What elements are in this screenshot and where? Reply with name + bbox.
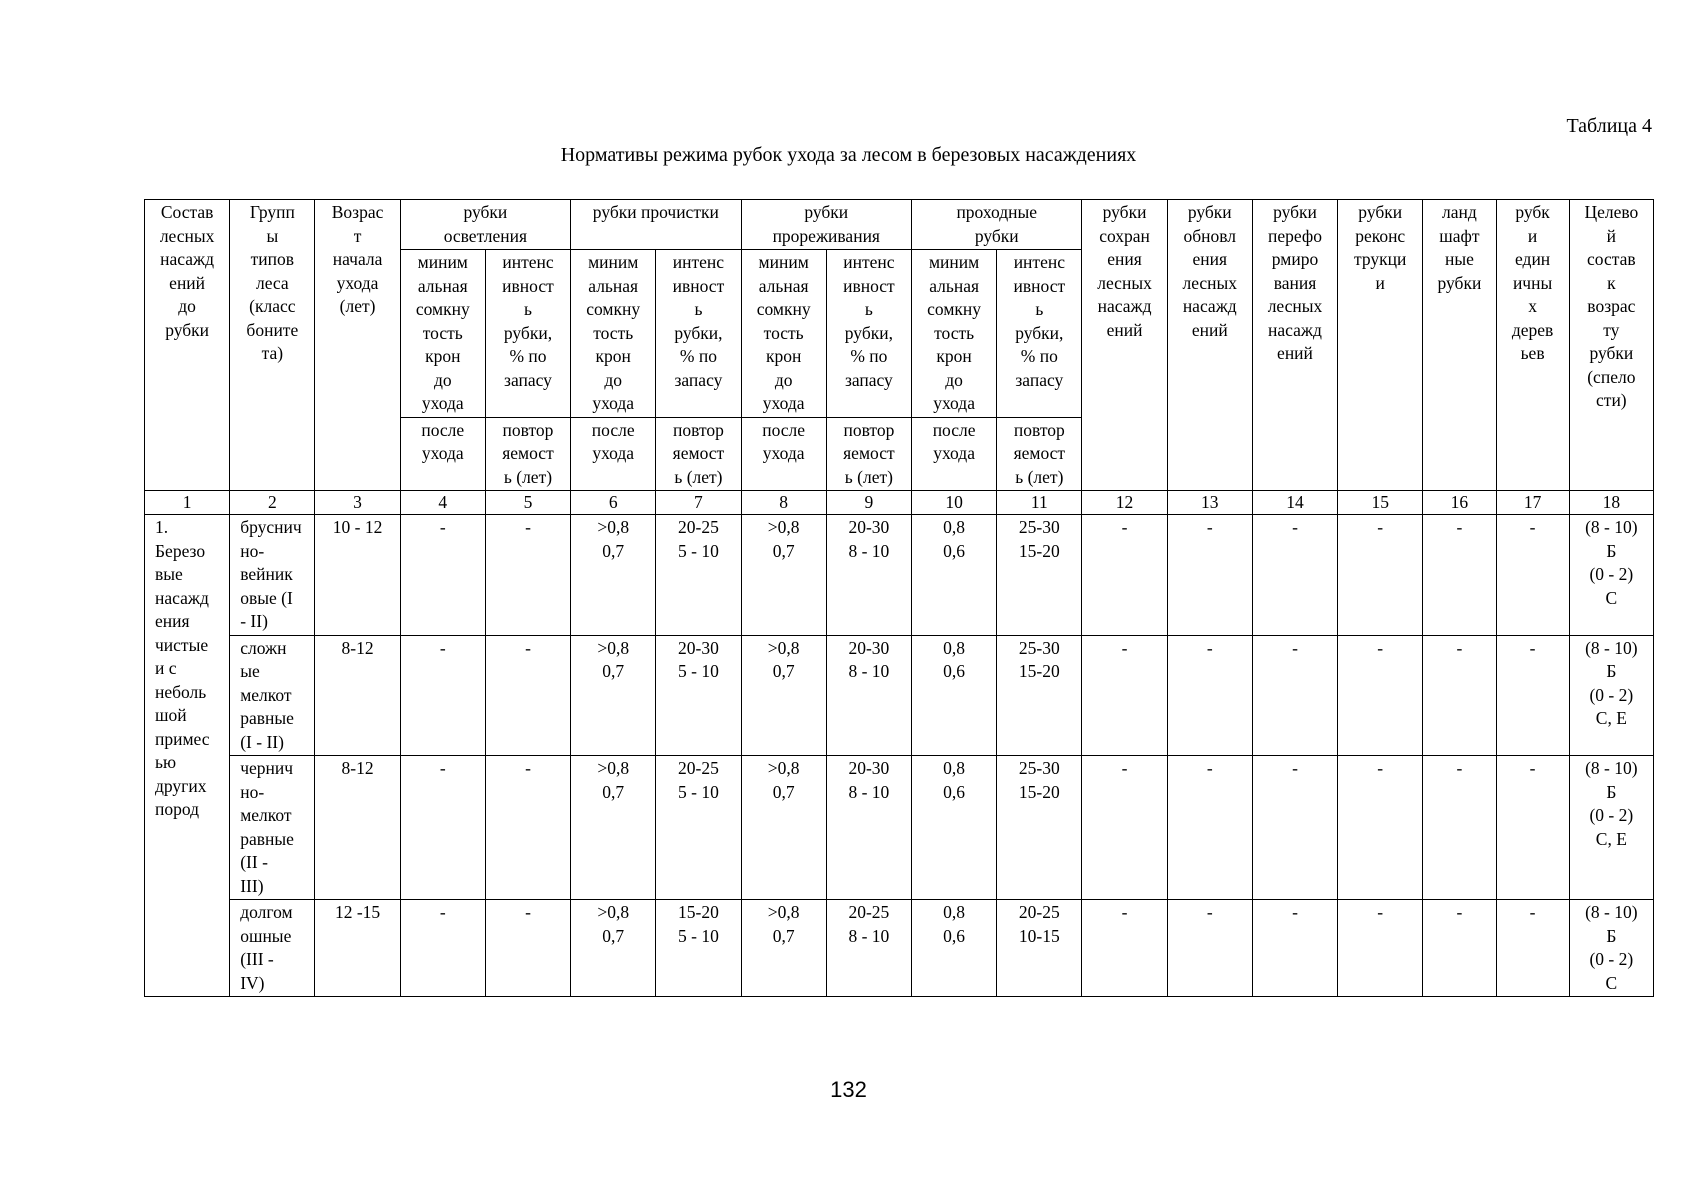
header-landscape-cutting: ланд шафт ные рубки xyxy=(1423,200,1496,491)
value-cell: 25-30 15-20 xyxy=(997,635,1082,756)
header-intensity: интенс ивност ь рубки, % по запасу xyxy=(485,250,570,418)
value-cell: - xyxy=(1082,635,1167,756)
column-number: 17 xyxy=(1496,491,1569,515)
value-cell: - xyxy=(1338,756,1423,900)
header-min-density: миним альная сомкну тость крон до ухода xyxy=(400,250,485,418)
value-cell: - xyxy=(1252,635,1337,756)
value-cell: - xyxy=(1496,900,1569,997)
start-age-cell: 8-12 xyxy=(315,756,400,900)
header-after-cutting: после ухода xyxy=(912,417,997,491)
header-start-age: Возрас т начала ухода (лет) xyxy=(315,200,400,491)
column-number: 7 xyxy=(656,491,741,515)
value-cell: 20-30 8 - 10 xyxy=(826,635,911,756)
composition-cell: 1. Березо вые насажд ения чистые и с неболь шой примес ью других пород xyxy=(145,515,230,997)
value-cell: 15-20 5 - 10 xyxy=(656,900,741,997)
value-cell: - xyxy=(1423,756,1496,900)
value-cell: 20-25 8 - 10 xyxy=(826,900,911,997)
value-cell: - xyxy=(1252,515,1337,636)
column-number: 13 xyxy=(1167,491,1252,515)
header-intensity: интенс ивност ь рубки, % по запасу xyxy=(826,250,911,418)
start-age-cell: 12 -15 xyxy=(315,900,400,997)
value-cell: 20-25 10-15 xyxy=(997,900,1082,997)
value-cell: - xyxy=(400,635,485,756)
header-reconstruction-cutting: рубки реконс трукци и xyxy=(1338,200,1423,491)
value-cell: - xyxy=(1167,900,1252,997)
value-cell: >0,8 0,7 xyxy=(571,756,656,900)
value-cell: - xyxy=(1496,756,1569,900)
column-number: 6 xyxy=(571,491,656,515)
table-row xyxy=(145,900,1654,997)
start-age-cell: 8-12 xyxy=(315,635,400,756)
value-cell: - xyxy=(1082,900,1167,997)
column-number: 2 xyxy=(230,491,315,515)
value-cell: - xyxy=(485,635,570,756)
value-cell: - xyxy=(400,515,485,636)
document-title: Нормативы режима рубок ухода за лесом в березовых насаждениях xyxy=(560,144,1137,166)
value-cell: - xyxy=(1338,515,1423,636)
column-number: 15 xyxy=(1338,491,1423,515)
value-cell: - xyxy=(485,756,570,900)
header-thinning: рубки прореживания xyxy=(741,200,911,250)
target-composition-cell: (8 - 10) Б (0 - 2) С, Е xyxy=(1569,756,1653,900)
target-composition-cell: (8 - 10) Б (0 - 2) С xyxy=(1569,515,1653,636)
value-cell: >0,8 0,7 xyxy=(741,515,826,636)
value-cell: 20-30 8 - 10 xyxy=(826,515,911,636)
header-min-density: миним альная сомкну тость крон до ухода xyxy=(912,250,997,418)
column-number: 1 xyxy=(145,491,230,515)
value-cell: >0,8 0,7 xyxy=(571,515,656,636)
value-cell: - xyxy=(1252,900,1337,997)
value-cell: - xyxy=(1496,635,1569,756)
column-number: 8 xyxy=(741,491,826,515)
value-cell: 0,8 0,6 xyxy=(912,756,997,900)
column-number: 9 xyxy=(826,491,911,515)
value-cell: - xyxy=(1082,756,1167,900)
norms-table xyxy=(144,199,1654,997)
header-renewal-cutting: рубки обновл ения лесных насажд ений xyxy=(1167,200,1252,491)
value-cell: - xyxy=(1423,635,1496,756)
header-min-density: миним альная сомкну тость крон до ухода xyxy=(741,250,826,418)
value-cell: - xyxy=(485,515,570,636)
value-cell: - xyxy=(1082,515,1167,636)
value-cell: - xyxy=(1167,635,1252,756)
value-cell: 25-30 15-20 xyxy=(997,515,1082,636)
header-after-cutting: после ухода xyxy=(571,417,656,491)
header-reformation-cutting: рубки перефо рмиро вания лесных насажд ений xyxy=(1252,200,1337,491)
value-cell: 20-30 5 - 10 xyxy=(656,635,741,756)
header-intensity: интенс ивност ь рубки, % по запасу xyxy=(997,250,1082,418)
header-cleaning-cutting: рубки прочистки xyxy=(571,200,741,250)
value-cell: 25-30 15-20 xyxy=(997,756,1082,900)
value-cell: 20-25 5 - 10 xyxy=(656,756,741,900)
column-number: 10 xyxy=(912,491,997,515)
column-number: 5 xyxy=(485,491,570,515)
header-min-density: миним альная сомкну тость крон до ухода xyxy=(571,250,656,418)
header-single-tree-cutting: рубк и един ичны х дерев ьев xyxy=(1496,200,1569,491)
value-cell: - xyxy=(485,900,570,997)
value-cell: >0,8 0,7 xyxy=(741,756,826,900)
value-cell: - xyxy=(1167,756,1252,900)
header-repeat-interval: повтор яемост ь (лет) xyxy=(826,417,911,491)
header-target-composition: Целево й состав к возрас ту рубки (спело сти) xyxy=(1569,200,1653,491)
start-age-cell: 10 - 12 xyxy=(315,515,400,636)
value-cell: - xyxy=(1496,515,1569,636)
value-cell: - xyxy=(400,756,485,900)
value-cell: 0,8 0,6 xyxy=(912,515,997,636)
header-forest-type-group: Групп ы типов леса (класс боните та) xyxy=(230,200,315,491)
table-row xyxy=(145,515,1654,636)
value-cell: 20-25 5 - 10 xyxy=(656,515,741,636)
column-number: 16 xyxy=(1423,491,1496,515)
value-cell: - xyxy=(1167,515,1252,636)
column-number: 12 xyxy=(1082,491,1167,515)
column-number: 11 xyxy=(997,491,1082,515)
column-number: 18 xyxy=(1569,491,1653,515)
forest-type-group-cell: чернич но- мелкот равные (II - III) xyxy=(230,756,315,900)
value-cell: >0,8 0,7 xyxy=(741,900,826,997)
value-cell: - xyxy=(1423,900,1496,997)
header-preservation-cutting: рубки сохран ения лесных насажд ений xyxy=(1082,200,1167,491)
value-cell: - xyxy=(1338,900,1423,997)
header-composition: Состав лесных насажд ений до рубки xyxy=(145,200,230,491)
header-after-cutting: после ухода xyxy=(741,417,826,491)
value-cell: - xyxy=(1338,635,1423,756)
column-number: 4 xyxy=(400,491,485,515)
target-composition-cell: (8 - 10) Б (0 - 2) С xyxy=(1569,900,1653,997)
column-number: 14 xyxy=(1252,491,1337,515)
header-passage-cutting: проходные рубки xyxy=(912,200,1082,250)
value-cell: >0,8 0,7 xyxy=(571,900,656,997)
table-row xyxy=(145,756,1654,900)
value-cell: - xyxy=(1423,515,1496,636)
value-cell: >0,8 0,7 xyxy=(571,635,656,756)
header-light-cutting: рубки осветления xyxy=(400,200,570,250)
header-repeat-interval: повтор яемост ь (лет) xyxy=(485,417,570,491)
value-cell: - xyxy=(1252,756,1337,900)
header-after-cutting: после ухода xyxy=(400,417,485,491)
page-number: 132 xyxy=(830,1077,867,1102)
forest-type-group-cell: сложн ые мелкот равные (I - II) xyxy=(230,635,315,756)
forest-type-group-cell: бруснич но- вейник овые (I - II) xyxy=(230,515,315,636)
value-cell: 20-30 8 - 10 xyxy=(826,756,911,900)
header-intensity: интенс ивност ь рубки, % по запасу xyxy=(656,250,741,418)
table-row xyxy=(145,635,1654,756)
table-label: Таблица 4 xyxy=(1566,115,1652,137)
header-repeat-interval: повтор яемост ь (лет) xyxy=(997,417,1082,491)
column-number: 3 xyxy=(315,491,400,515)
target-composition-cell: (8 - 10) Б (0 - 2) С, Е xyxy=(1569,635,1653,756)
value-cell: 0,8 0,6 xyxy=(912,900,997,997)
forest-type-group-cell: долгом ошные (III - IV) xyxy=(230,900,315,997)
value-cell: 0,8 0,6 xyxy=(912,635,997,756)
value-cell: >0,8 0,7 xyxy=(741,635,826,756)
value-cell: - xyxy=(400,900,485,997)
header-repeat-interval: повтор яемост ь (лет) xyxy=(656,417,741,491)
